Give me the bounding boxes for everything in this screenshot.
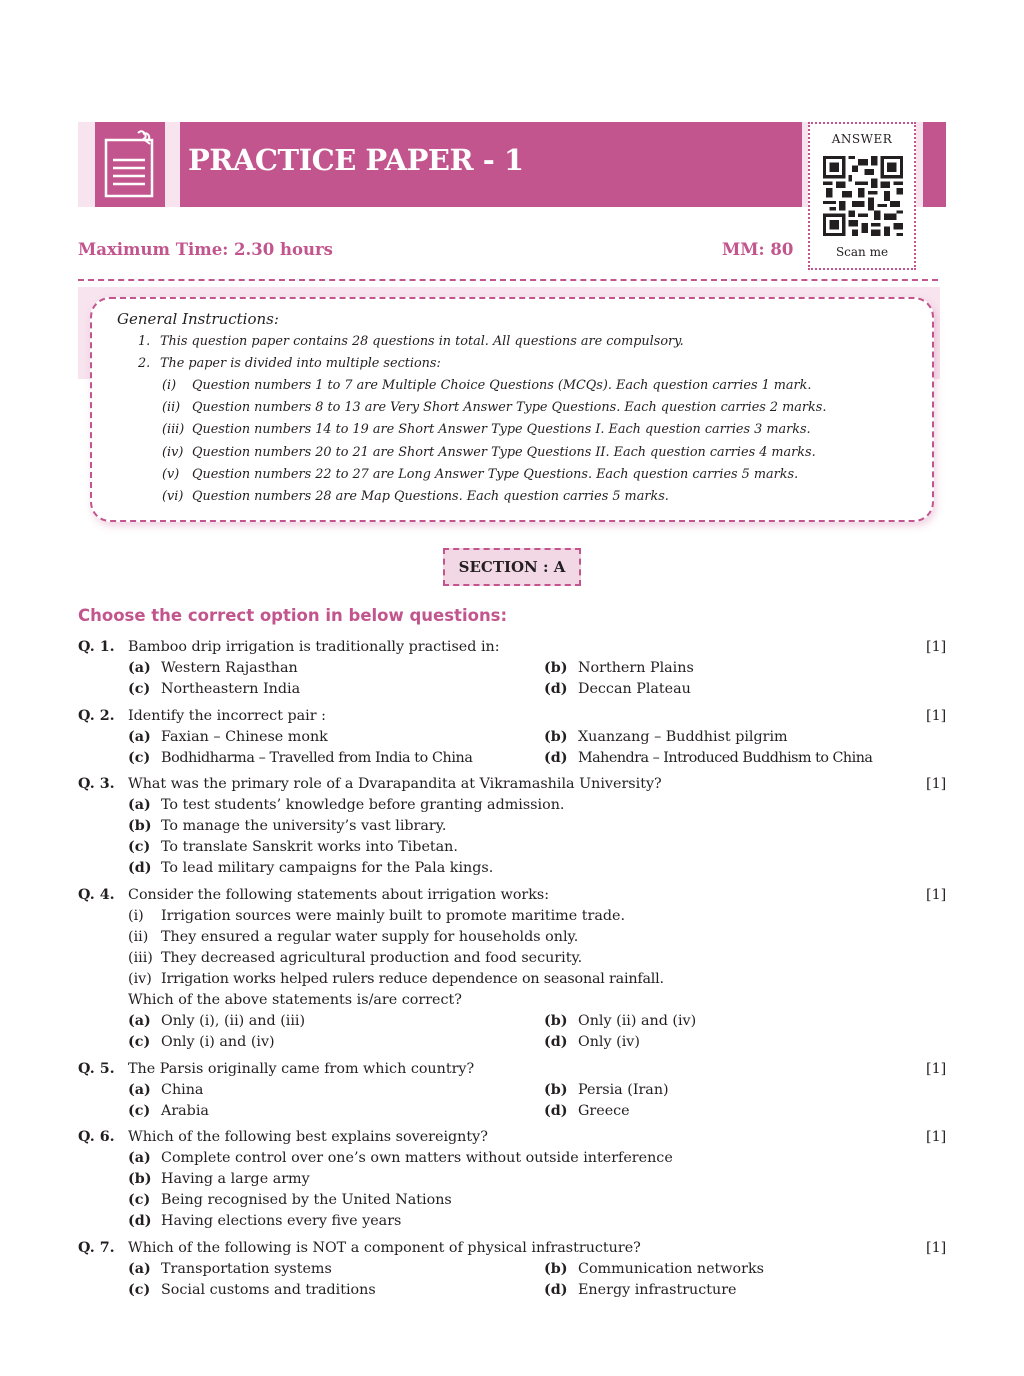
header-right-accent bbox=[923, 122, 946, 207]
subitem-text: Question numbers 1 to 7 are Multiple Choice Questions (MCQs). Each question carries 1 mark. bbox=[192, 378, 812, 393]
option-text: Xuanzang – Buddhist pilgrim bbox=[578, 729, 788, 745]
subitem-text: Question numbers 28 are Map Questions. Each question carries 5 marks. bbox=[192, 489, 669, 504]
option-text: To test students’ knowledge before granting admission. bbox=[161, 797, 565, 813]
option-label: (c) bbox=[128, 1103, 151, 1119]
option-text: Social customs and traditions bbox=[161, 1282, 376, 1298]
option-label: (c) bbox=[128, 839, 151, 855]
statement-text: Irrigation sources were mainly built to promote maritime trade. bbox=[161, 908, 625, 924]
option-text: Northern Plains bbox=[578, 660, 694, 676]
header-icon-box bbox=[95, 122, 165, 207]
subitem-number: (i) bbox=[162, 378, 177, 393]
qr-scan-text: Scan me bbox=[835, 245, 889, 259]
clipboard-list-icon bbox=[95, 122, 165, 207]
subitem-number: (ii) bbox=[162, 400, 181, 415]
option-text: Only (iv) bbox=[578, 1034, 640, 1050]
option-label: (a) bbox=[128, 1082, 151, 1098]
instruction-number: 1. bbox=[138, 334, 151, 349]
option-label: (a) bbox=[128, 797, 151, 813]
option-label: (b) bbox=[544, 729, 568, 745]
option-label: (b) bbox=[544, 1261, 568, 1277]
qr-code-icon[interactable] bbox=[823, 156, 903, 236]
question-number: Q. 7. bbox=[78, 1240, 115, 1256]
question-marks: [1] bbox=[926, 1240, 947, 1256]
option-label: (b) bbox=[128, 818, 152, 834]
statement-label: (ii) bbox=[128, 929, 149, 945]
question-number: Q. 5. bbox=[78, 1061, 115, 1077]
option-text: Western Rajasthan bbox=[161, 660, 298, 676]
option-label: (c) bbox=[128, 1192, 151, 1208]
option-label: (b) bbox=[128, 1171, 152, 1187]
question-text: The Parsis originally came from which country? bbox=[128, 1061, 475, 1077]
option-text: Complete control over one’s own matters without outside interference bbox=[161, 1150, 673, 1166]
option-text: Deccan Plateau bbox=[578, 681, 691, 697]
statement-text: They decreased agricultural production and food security. bbox=[161, 950, 583, 966]
statement-text: They ensured a regular water supply for households only. bbox=[161, 929, 579, 945]
page-title: PRACTICE PAPER - 1 bbox=[188, 143, 524, 177]
statement-label: (iii) bbox=[128, 950, 153, 966]
option-text: Faxian – Chinese monk bbox=[161, 729, 328, 745]
question-marks: [1] bbox=[926, 1129, 947, 1145]
subitem-number: (iii) bbox=[162, 422, 185, 437]
option-label: (d) bbox=[544, 750, 568, 766]
option-label: (a) bbox=[128, 729, 151, 745]
question-text: Consider the following statements about irrigation works: bbox=[128, 887, 550, 903]
subitem-number: (vi) bbox=[162, 489, 184, 504]
option-label: (a) bbox=[128, 1013, 151, 1029]
qr-label: ANSWER bbox=[831, 132, 893, 146]
question-marks: [1] bbox=[926, 776, 947, 792]
option-text: Communication networks bbox=[578, 1261, 764, 1277]
option-label: (c) bbox=[128, 1282, 151, 1298]
subitem-text: Question numbers 8 to 13 are Very Short Answer Type Questions. Each question carries 2 marks. bbox=[192, 400, 827, 415]
statement-text: Irrigation works helped rulers reduce dependence on seasonal rainfall. bbox=[161, 971, 664, 987]
statement-label: (i) bbox=[128, 908, 144, 924]
question-marks: [1] bbox=[926, 708, 947, 724]
instructions-heading: General Instructions: bbox=[117, 310, 279, 328]
option-text: Northeastern India bbox=[161, 681, 301, 697]
question-text: What was the primary role of a Dvarapandita at Vikramashila University? bbox=[128, 776, 662, 792]
question-number: Q. 4. bbox=[78, 887, 115, 903]
statement-label: (iv) bbox=[128, 971, 152, 987]
option-label: (c) bbox=[128, 1034, 151, 1050]
instruction-number: 2. bbox=[138, 356, 151, 371]
instruction-text: The paper is divided into multiple sections: bbox=[160, 356, 441, 371]
question-number: Q. 2. bbox=[78, 708, 115, 724]
option-text: Persia (Iran) bbox=[578, 1082, 669, 1098]
subitem-number: (v) bbox=[162, 467, 180, 482]
subitem-number: (iv) bbox=[162, 445, 184, 460]
option-text: Having elections every five years bbox=[161, 1213, 402, 1229]
question-text: Bamboo drip irrigation is traditionally practised in: bbox=[128, 639, 500, 655]
option-label: (d) bbox=[544, 1034, 568, 1050]
question-marks: [1] bbox=[926, 639, 947, 655]
divider bbox=[78, 279, 938, 281]
question-text: Which of the following best explains sovereignty? bbox=[128, 1129, 488, 1145]
question-number: Q. 3. bbox=[78, 776, 115, 792]
section-label: SECTION : A bbox=[443, 548, 581, 586]
option-text: Only (ii) and (iv) bbox=[578, 1013, 697, 1029]
option-text: China bbox=[161, 1082, 204, 1098]
option-label: (b) bbox=[544, 1082, 568, 1098]
option-label: (c) bbox=[128, 681, 151, 697]
option-text: Bodhidharma – Travelled from India to China bbox=[161, 750, 473, 766]
option-text: To translate Sanskrit works into Tibetan. bbox=[161, 839, 458, 855]
followup-text: Which of the above statements is/are correct? bbox=[128, 992, 462, 1008]
option-text: Transportation systems bbox=[161, 1261, 332, 1277]
question-text: Which of the following is NOT a component of physical infrastructure? bbox=[128, 1240, 641, 1256]
option-text: Greece bbox=[578, 1103, 630, 1119]
option-label: (c) bbox=[128, 750, 151, 766]
option-text: Only (i) and (iv) bbox=[161, 1034, 275, 1050]
option-text: To lead military campaigns for the Pala kings. bbox=[161, 860, 494, 876]
instruction-text: This question paper contains 28 questions in total. All questions are compulsory. bbox=[160, 334, 684, 349]
option-text: Only (i), (ii) and (iii) bbox=[161, 1013, 306, 1029]
question-marks: [1] bbox=[926, 1061, 947, 1077]
question-marks: [1] bbox=[926, 887, 947, 903]
option-label: (d) bbox=[128, 860, 152, 876]
option-label: (d) bbox=[544, 1103, 568, 1119]
option-text: To manage the university’s vast library. bbox=[161, 818, 447, 834]
option-label: (a) bbox=[128, 1261, 151, 1277]
question-number: Q. 1. bbox=[78, 639, 115, 655]
section-prompt: Choose the correct option in below questions: bbox=[78, 606, 508, 625]
option-label: (d) bbox=[128, 1213, 152, 1229]
option-text: Arabia bbox=[161, 1103, 209, 1119]
subitem-text: Question numbers 22 to 27 are Long Answer Type Questions. Each question carries 5 marks. bbox=[192, 467, 799, 482]
question-text: Identify the incorrect pair : bbox=[128, 708, 326, 724]
option-label: (b) bbox=[544, 1013, 568, 1029]
subitem-text: Question numbers 14 to 19 are Short Answer Type Questions I. Each question carries 3 marks. bbox=[192, 422, 811, 437]
answer-qr-box[interactable] bbox=[808, 122, 916, 270]
option-label: (b) bbox=[544, 660, 568, 676]
option-text: Mahendra – Introduced Buddhism to China bbox=[578, 750, 873, 766]
subitem-text: Question numbers 20 to 21 are Short Answer Type Questions II. Each question carries 4 marks. bbox=[192, 445, 816, 460]
option-text: Energy infrastructure bbox=[578, 1282, 737, 1298]
question-number: Q. 6. bbox=[78, 1129, 115, 1145]
maximum-time: Maximum Time: 2.30 hours bbox=[78, 240, 333, 259]
option-label: (d) bbox=[544, 681, 568, 697]
option-label: (d) bbox=[544, 1282, 568, 1298]
option-label: (a) bbox=[128, 1150, 151, 1166]
option-text: Being recognised by the United Nations bbox=[161, 1192, 452, 1208]
maximum-marks: MM: 80 bbox=[722, 240, 794, 259]
option-label: (a) bbox=[128, 660, 151, 676]
option-text: Having a large army bbox=[161, 1171, 310, 1187]
